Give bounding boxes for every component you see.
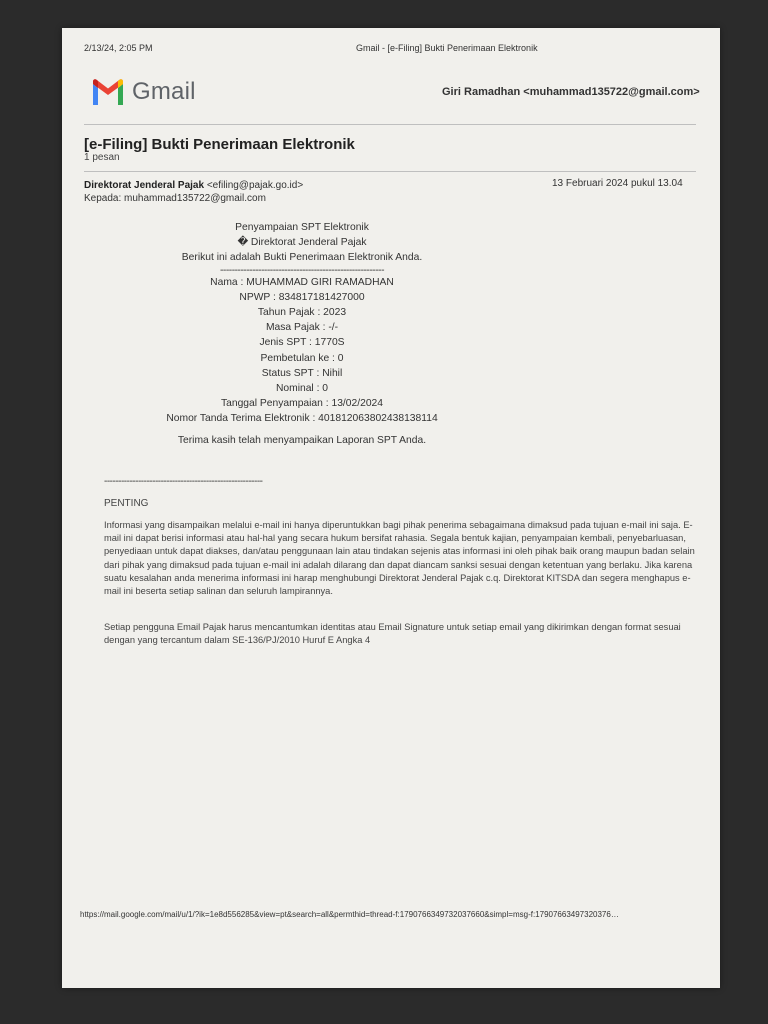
receipt-divider: --------------------------------------------------------: [219, 264, 385, 276]
notice-paragraph: Informasi yang disampaikan melalui e-mail ini hanya diperuntukkan bagi pihak penerima sebagaimana dimaksud pada tujuan e-mail ini saja. E-mail ini dapat berisi informasi atau hal-hal yang secara hukum bersifat rahasia. Segala bentuk kajian, penyampaian kembali, penyebarluasan, penyediaan untuk dapat diakses, dan/atau penggunaan lain atau tindakan sejenis atas informasi ini oleh pihak baik orang maupun badan selain dari pihak yang dimaksud pada tujuan e-mail ini adalah dilarang dan dapat diancam sanksi sesuai dengan ketentuan yang berlaku. Jika karena suatu kesalahan anda menerima informasi ini harap menghubungi Direktorat Jenderal Pajak c.q. Direktorat KITSDA dan segera menghapus e-mail ini beserta setiap salinan dan seluruh lampirannya.: [104, 520, 695, 597]
receipt-npwp: NPWP : 834817181427000: [239, 291, 365, 303]
receipt-jenis: Jenis SPT : 1770S: [259, 337, 345, 349]
receipt-tanggal: Tanggal Penyampaian : 13/02/2024: [220, 398, 383, 410]
gmail-wordmark: Gmail: [132, 78, 196, 105]
notice-heading: PENTING: [104, 498, 149, 509]
sender-email: <efiling@pajak.go.id>: [206, 180, 304, 191]
print-page-title: Gmail - [e-Filing] Bukti Penerimaan Elektronik: [356, 43, 538, 53]
print-footer-url: https://mail.google.com/mail/u/1/?ik=1e8d556285&view=pt&search=all&permthid=thread-f:1790766349732037660&simpl=msg-f:17907663497320376…: [80, 910, 619, 919]
printed-page: [62, 28, 720, 988]
sent-date: 13 Februari 2024 pukul 13.04: [552, 178, 683, 189]
receipt-pembetulan: Pembetulan ke : 0: [260, 352, 344, 364]
receipt-block: [102, 220, 502, 448]
sender-name: Direktorat Jenderal Pajak: [84, 180, 205, 191]
receipt-status: Status SPT : Nihil: [261, 367, 343, 379]
receipt-thanks: Terima kasih telah menyampaikan Laporan SPT Anda.: [177, 434, 427, 446]
header-divider: [84, 124, 696, 125]
receipt-line2: � Direktorat Jenderal Pajak: [237, 237, 367, 249]
sender-line: [84, 180, 303, 191]
gmail-m-icon: [91, 79, 125, 105]
account-identity: Giri Ramadhan <muhammad135722@gmail.com>: [442, 86, 700, 98]
receipt-ntte: Nomor Tanda Terima Elektronik : 401812063802438138114: [166, 413, 438, 425]
recipient-line: Kepada: muhammad135722@gmail.com: [84, 193, 266, 204]
receipt-masa: Masa Pajak : -/-: [265, 322, 339, 334]
subject-divider: [84, 171, 696, 172]
receipt-tahun: Tahun Pajak : 2023: [257, 307, 347, 319]
receipt-line1: Penyampaian SPT Elektronik: [235, 222, 369, 233]
gmail-logo: [91, 78, 196, 106]
print-datetime: 2/13/24, 2:05 PM: [84, 43, 153, 53]
receipt-intro: Berikut ini adalah Bukti Penerimaan Elektronik Anda.: [181, 252, 423, 264]
message-count: 1 pesan: [84, 152, 120, 163]
signature-notice: Setiap pengguna Email Pajak harus mencantumkan identitas atau Email Signature untuk setiap email yang dikirimkan dengan format sesuai dengan yang tercantum dalam SE-136/PJ/2010 Huruf E Angka 4: [104, 622, 681, 646]
receipt-nominal: Nominal : 0: [275, 383, 329, 395]
receipt-nama: Nama : MUHAMMAD GIRI RAMADHAN: [210, 276, 394, 288]
notice-divider: --------------------------------------------------------: [104, 476, 263, 487]
thread-subject: [e-Filing] Bukti Penerimaan Elektronik: [84, 136, 355, 153]
